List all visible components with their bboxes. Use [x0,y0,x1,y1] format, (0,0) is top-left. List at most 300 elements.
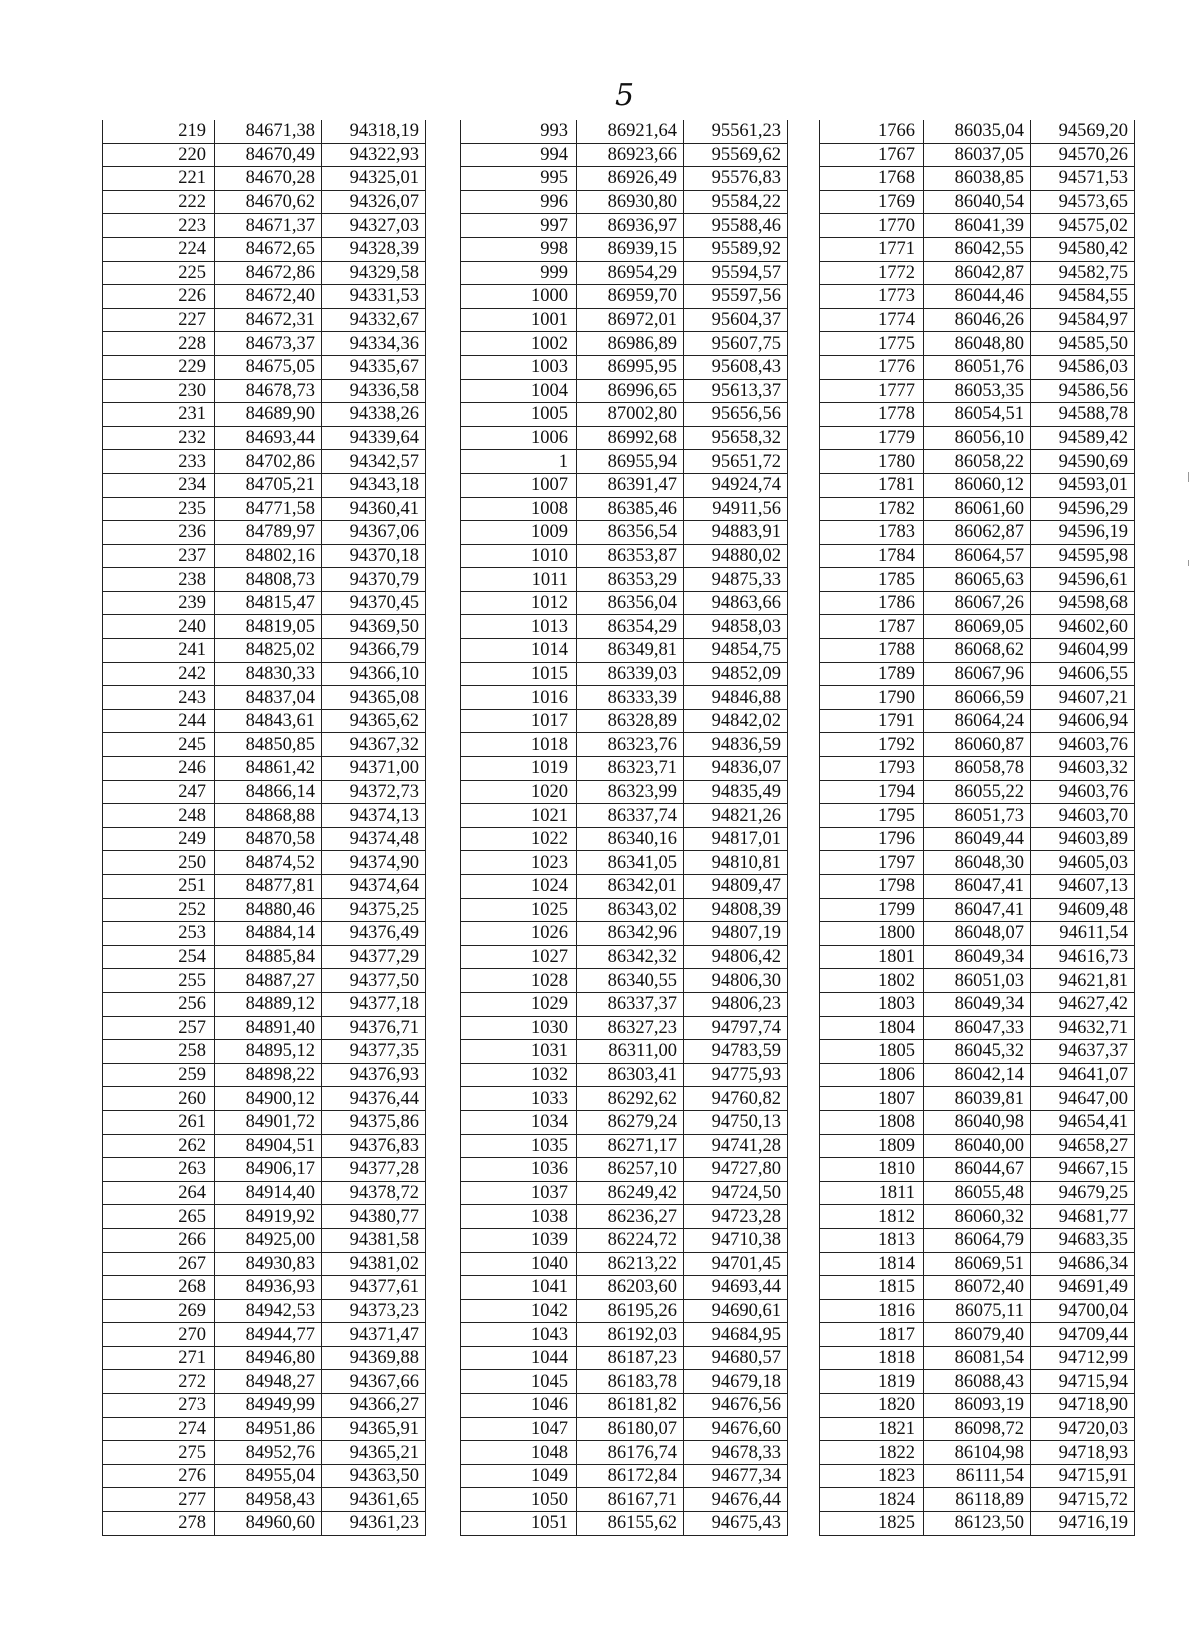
table-row [820,237,1135,261]
point-number: 1015 [461,662,577,686]
table-row [103,1512,426,1536]
table-row [103,332,426,356]
point-number: 1020 [461,780,577,804]
point-number: 1035 [461,1134,577,1158]
y-coordinate: 94836,59 [684,733,788,757]
x-coordinate: 86069,51 [924,1252,1031,1276]
x-coordinate: 86047,41 [924,898,1031,922]
y-coordinate: 94621,81 [1031,969,1135,993]
point-number: 1801 [820,945,924,969]
y-coordinate: 94593,01 [1031,473,1135,497]
x-coordinate: 86926,49 [577,167,684,191]
table-row [461,237,788,261]
point-number: 271 [103,1346,215,1370]
table-row [461,662,788,686]
x-coordinate: 86068,62 [924,639,1031,663]
x-coordinate: 86939,15 [577,237,684,261]
x-coordinate: 84951,86 [215,1417,322,1441]
y-coordinate: 94367,32 [322,733,426,757]
y-coordinate: 94376,49 [322,922,426,946]
table-row [461,639,788,663]
x-coordinate: 86176,74 [577,1441,684,1465]
x-coordinate: 86353,29 [577,568,684,592]
x-coordinate: 84678,73 [215,379,322,403]
table-row [461,1134,788,1158]
y-coordinate: 94380,77 [322,1205,426,1229]
table-row [461,922,788,946]
point-number: 1791 [820,709,924,733]
x-coordinate: 86342,32 [577,945,684,969]
table-row [103,120,426,143]
x-coordinate: 86104,98 [924,1441,1031,1465]
y-coordinate: 94332,67 [322,308,426,332]
x-coordinate: 84843,61 [215,709,322,733]
x-coordinate: 86337,74 [577,804,684,828]
y-coordinate: 95576,83 [684,167,788,191]
table-row [820,804,1135,828]
x-coordinate: 86060,12 [924,473,1031,497]
y-coordinate: 94605,03 [1031,851,1135,875]
point-number: 1811 [820,1181,924,1205]
point-number: 1048 [461,1441,577,1465]
x-coordinate: 86343,02 [577,898,684,922]
y-coordinate: 94326,07 [322,190,426,214]
point-number: 220 [103,143,215,167]
x-coordinate: 84870,58 [215,827,322,851]
y-coordinate: 94582,75 [1031,261,1135,285]
x-coordinate: 86183,78 [577,1370,684,1394]
table-row [461,1063,788,1087]
table-row [461,426,788,450]
table-row [461,1370,788,1394]
y-coordinate: 94372,73 [322,780,426,804]
table-row [103,1346,426,1370]
table-row [461,332,788,356]
point-number: 270 [103,1323,215,1347]
y-coordinate: 94775,93 [684,1063,788,1087]
y-coordinate: 94806,42 [684,945,788,969]
point-number: 260 [103,1087,215,1111]
table-row [461,757,788,781]
x-coordinate: 86035,04 [924,120,1031,143]
y-coordinate: 94808,39 [684,898,788,922]
x-coordinate: 84942,53 [215,1299,322,1323]
y-coordinate: 94679,25 [1031,1181,1135,1205]
point-number: 1794 [820,780,924,804]
x-coordinate: 86340,16 [577,827,684,851]
table-row [820,450,1135,474]
point-number: 1006 [461,426,577,450]
table-row [103,1016,426,1040]
point-number: 273 [103,1394,215,1418]
x-coordinate: 86323,99 [577,780,684,804]
point-number: 1803 [820,992,924,1016]
y-coordinate: 94575,02 [1031,214,1135,238]
table-row [103,214,426,238]
table-row [820,1228,1135,1252]
table-row [820,969,1135,993]
table-row [820,709,1135,733]
y-coordinate: 94377,29 [322,945,426,969]
y-coordinate: 94676,56 [684,1394,788,1418]
table-row [820,1110,1135,1134]
y-coordinate: 94377,35 [322,1040,426,1064]
table-row [103,945,426,969]
table-row [461,521,788,545]
y-coordinate: 94598,68 [1031,591,1135,615]
table-row [103,1370,426,1394]
point-number: 1011 [461,568,577,592]
table-row [820,945,1135,969]
table-row [103,1134,426,1158]
y-coordinate: 94374,13 [322,804,426,828]
x-coordinate: 84930,83 [215,1252,322,1276]
point-number: 1806 [820,1063,924,1087]
x-coordinate: 84808,73 [215,568,322,592]
x-coordinate: 86079,40 [924,1323,1031,1347]
table-row [461,1417,788,1441]
y-coordinate: 94715,72 [1031,1488,1135,1512]
point-number: 245 [103,733,215,757]
point-number: 265 [103,1205,215,1229]
point-number: 1773 [820,285,924,309]
y-coordinate: 94606,94 [1031,709,1135,733]
x-coordinate: 84673,37 [215,332,322,356]
table-row [820,403,1135,427]
table-row [103,403,426,427]
x-coordinate: 86356,54 [577,521,684,545]
x-coordinate: 84825,02 [215,639,322,663]
y-coordinate: 94584,55 [1031,285,1135,309]
y-coordinate: 95569,62 [684,143,788,167]
point-number: 1796 [820,827,924,851]
y-coordinate: 94842,02 [684,709,788,733]
y-coordinate: 95561,23 [684,120,788,143]
y-coordinate: 94858,03 [684,615,788,639]
y-coordinate: 94716,19 [1031,1512,1135,1536]
y-coordinate: 94374,90 [322,851,426,875]
y-coordinate: 94715,94 [1031,1370,1135,1394]
point-number: 1807 [820,1087,924,1111]
y-coordinate: 94883,91 [684,521,788,545]
y-coordinate: 94724,50 [684,1181,788,1205]
point-number: 229 [103,355,215,379]
x-coordinate: 84946,80 [215,1346,322,1370]
x-coordinate: 86236,27 [577,1205,684,1229]
table-row [103,190,426,214]
x-coordinate: 86340,55 [577,969,684,993]
x-coordinate: 84925,00 [215,1228,322,1252]
y-coordinate: 95613,37 [684,379,788,403]
table-row [820,190,1135,214]
y-coordinate: 94596,19 [1031,521,1135,545]
point-number: 1766 [820,120,924,143]
x-coordinate: 86064,24 [924,709,1031,733]
y-coordinate: 94377,61 [322,1276,426,1300]
table-row [820,497,1135,521]
point-number: 1816 [820,1299,924,1323]
x-coordinate: 84895,12 [215,1040,322,1064]
x-coordinate: 86037,05 [924,143,1031,167]
y-coordinate: 94676,60 [684,1417,788,1441]
scan-mark [1188,560,1189,566]
table-row [103,804,426,828]
y-coordinate: 94712,99 [1031,1346,1135,1370]
point-number: 1769 [820,190,924,214]
point-number: 272 [103,1370,215,1394]
point-number: 1040 [461,1252,577,1276]
table-row [461,851,788,875]
table-row [820,851,1135,875]
y-coordinate: 94686,34 [1031,1252,1135,1276]
point-number: 242 [103,662,215,686]
table-row [103,1205,426,1229]
point-number: 256 [103,992,215,1016]
table-row [820,992,1135,1016]
table-row [820,1087,1135,1111]
table-row [103,1158,426,1182]
point-number: 1039 [461,1228,577,1252]
point-number: 239 [103,591,215,615]
table-row [461,308,788,332]
table-row [461,120,788,143]
y-coordinate: 94797,74 [684,1016,788,1040]
y-coordinate: 94370,45 [322,591,426,615]
y-coordinate: 94376,71 [322,1016,426,1040]
x-coordinate: 86123,50 [924,1512,1031,1536]
table-row [103,355,426,379]
table-row [103,1323,426,1347]
point-number: 1819 [820,1370,924,1394]
table-row [820,591,1135,615]
y-coordinate: 94647,00 [1031,1087,1135,1111]
x-coordinate: 86279,24 [577,1110,684,1134]
point-number: 1004 [461,379,577,403]
y-coordinate: 94365,08 [322,686,426,710]
point-number: 254 [103,945,215,969]
table-row [820,379,1135,403]
x-coordinate: 86155,62 [577,1512,684,1536]
table-row [103,1417,426,1441]
y-coordinate: 94701,45 [684,1252,788,1276]
y-coordinate: 94616,73 [1031,945,1135,969]
table-row [820,780,1135,804]
point-number: 233 [103,450,215,474]
x-coordinate: 84880,46 [215,898,322,922]
x-coordinate: 86356,04 [577,591,684,615]
point-number: 1812 [820,1205,924,1229]
y-coordinate: 94584,97 [1031,308,1135,332]
point-number: 251 [103,875,215,899]
y-coordinate: 94667,15 [1031,1158,1135,1182]
y-coordinate: 94607,21 [1031,686,1135,710]
table-row [103,686,426,710]
x-coordinate: 86042,14 [924,1063,1031,1087]
table-row [820,426,1135,450]
x-coordinate: 84949,99 [215,1394,322,1418]
table-row [820,308,1135,332]
y-coordinate: 94603,89 [1031,827,1135,851]
y-coordinate: 94700,04 [1031,1299,1135,1323]
table-row [461,450,788,474]
table-row [103,143,426,167]
x-coordinate: 86249,42 [577,1181,684,1205]
table-row [461,355,788,379]
y-coordinate: 94691,49 [1031,1276,1135,1300]
point-number: 1018 [461,733,577,757]
x-coordinate: 84705,21 [215,473,322,497]
y-coordinate: 94611,54 [1031,922,1135,946]
table-row [103,1276,426,1300]
y-coordinate: 95608,43 [684,355,788,379]
point-number: 1821 [820,1417,924,1441]
y-coordinate: 94727,80 [684,1158,788,1182]
table-row [103,426,426,450]
point-number: 1772 [820,261,924,285]
point-number: 1789 [820,662,924,686]
x-coordinate: 86056,10 [924,426,1031,450]
table-row [820,1323,1135,1347]
point-number: 244 [103,709,215,733]
point-number: 221 [103,167,215,191]
table-row [461,969,788,993]
table-row [103,473,426,497]
y-coordinate: 95656,56 [684,403,788,427]
table-row [820,1441,1135,1465]
y-coordinate: 94715,91 [1031,1464,1135,1488]
table-row [461,804,788,828]
table-row [461,190,788,214]
table-row [103,851,426,875]
point-number: 1779 [820,426,924,450]
x-coordinate: 86923,66 [577,143,684,167]
table-row [820,615,1135,639]
table-row [461,1040,788,1064]
x-coordinate: 84789,97 [215,521,322,545]
point-number: 1022 [461,827,577,851]
x-coordinate: 84675,05 [215,355,322,379]
x-coordinate: 86118,89 [924,1488,1031,1512]
point-number: 1017 [461,709,577,733]
x-coordinate: 86064,79 [924,1228,1031,1252]
point-number: 1795 [820,804,924,828]
y-coordinate: 94750,13 [684,1110,788,1134]
y-coordinate: 94854,75 [684,639,788,663]
y-coordinate: 94606,55 [1031,662,1135,686]
point-number: 1820 [820,1394,924,1418]
x-coordinate: 86986,89 [577,332,684,356]
x-coordinate: 84901,72 [215,1110,322,1134]
x-coordinate: 86257,10 [577,1158,684,1182]
y-coordinate: 94603,76 [1031,733,1135,757]
point-number: 1028 [461,969,577,993]
point-number: 1798 [820,875,924,899]
point-number: 1005 [461,403,577,427]
table-row [820,143,1135,167]
x-coordinate: 86044,67 [924,1158,1031,1182]
point-number: 1041 [461,1276,577,1300]
y-coordinate: 94595,98 [1031,544,1135,568]
x-coordinate: 86048,80 [924,332,1031,356]
table-row [461,1252,788,1276]
table-row [103,1063,426,1087]
y-coordinate: 94571,53 [1031,167,1135,191]
point-number: 1010 [461,544,577,568]
y-coordinate: 94911,56 [684,497,788,521]
table-row [461,1276,788,1300]
table-row [103,922,426,946]
point-number: 258 [103,1040,215,1064]
y-coordinate: 94329,58 [322,261,426,285]
x-coordinate: 84815,47 [215,591,322,615]
y-coordinate: 94806,23 [684,992,788,1016]
x-coordinate: 86391,47 [577,473,684,497]
x-coordinate: 84830,33 [215,662,322,686]
table-row [103,875,426,899]
y-coordinate: 94604,99 [1031,639,1135,663]
table-row [103,780,426,804]
table-row [461,1228,788,1252]
table-row [820,544,1135,568]
x-coordinate: 86303,41 [577,1063,684,1087]
point-number: 235 [103,497,215,521]
table-row [820,1488,1135,1512]
point-number: 1014 [461,639,577,663]
x-coordinate: 86936,97 [577,214,684,238]
x-coordinate: 84868,88 [215,804,322,828]
table-row [820,1040,1135,1064]
point-number: 1023 [461,851,577,875]
x-coordinate: 86921,64 [577,120,684,143]
y-coordinate: 94376,93 [322,1063,426,1087]
y-coordinate: 94361,65 [322,1488,426,1512]
x-coordinate: 86049,34 [924,945,1031,969]
y-coordinate: 94863,66 [684,591,788,615]
y-coordinate: 94690,61 [684,1299,788,1323]
x-coordinate: 84900,12 [215,1087,322,1111]
x-coordinate: 84670,49 [215,143,322,167]
x-coordinate: 86385,46 [577,497,684,521]
table-row [820,1158,1135,1182]
y-coordinate: 94318,19 [322,120,426,143]
point-number: 1031 [461,1040,577,1064]
point-number: 1815 [820,1276,924,1300]
x-coordinate: 86072,40 [924,1276,1031,1300]
table-row [461,1299,788,1323]
table-row [461,568,788,592]
table-row [461,591,788,615]
x-coordinate: 86959,70 [577,285,684,309]
table-row [103,898,426,922]
y-coordinate: 94331,53 [322,285,426,309]
y-coordinate: 95607,75 [684,332,788,356]
table-row [820,1205,1135,1229]
y-coordinate: 94580,42 [1031,237,1135,261]
table-row [820,1063,1135,1087]
x-coordinate: 86996,65 [577,379,684,403]
point-number: 236 [103,521,215,545]
point-number: 1790 [820,686,924,710]
point-number: 1783 [820,521,924,545]
table-row [820,1016,1135,1040]
y-coordinate: 95658,32 [684,426,788,450]
point-number: 1793 [820,757,924,781]
y-coordinate: 95589,92 [684,237,788,261]
point-number: 1036 [461,1158,577,1182]
y-coordinate: 94607,13 [1031,875,1135,899]
x-coordinate: 86341,05 [577,851,684,875]
y-coordinate: 94852,09 [684,662,788,686]
